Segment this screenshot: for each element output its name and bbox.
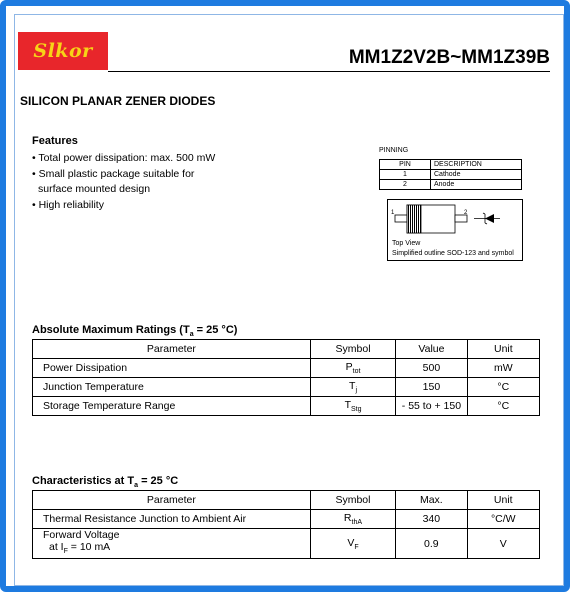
- parameter-cell: Thermal Resistance Junction to Ambient Air: [33, 510, 311, 529]
- pin-header: PIN: [380, 160, 431, 170]
- document-subtitle: SILICON PLANAR ZENER DIODES: [20, 94, 216, 108]
- value-cell: 340: [396, 510, 467, 529]
- table-row: [33, 359, 540, 378]
- feature-item: surface mounted design: [38, 183, 151, 195]
- characteristics-table: [32, 490, 540, 559]
- parameter-cell: Storage Temperature Range: [33, 397, 311, 416]
- symbol-cell: $T_j$: [310, 378, 395, 397]
- features-list: [32, 151, 215, 213]
- part-range-title: MM1Z2V2B~MM1Z39B: [348, 47, 550, 68]
- pin-number: 2: [380, 180, 431, 190]
- logo-text: Slkor: [33, 40, 93, 62]
- column-header: Symbol: [310, 491, 395, 510]
- symbol-cell: $R_{thA}$: [310, 510, 395, 529]
- pinning-row: [380, 180, 522, 190]
- abs-max-table: [32, 339, 540, 416]
- symbol-cell: $T_{Stg}$: [310, 397, 395, 416]
- pin-number: 1: [380, 170, 431, 180]
- sod123-outline-svg: [388, 200, 522, 240]
- zener-diode-symbol-icon: [474, 213, 500, 224]
- parameter-cell: Forward Voltage at $I_F = 10$ mA: [33, 529, 311, 559]
- symbol-cell: $P_{tot}$: [310, 359, 395, 378]
- diagram-caption-view: Top View: [392, 240, 421, 247]
- table-row: [33, 510, 540, 529]
- column-header: Parameter: [33, 491, 311, 510]
- table-header-row: [33, 340, 540, 359]
- pinning-table: [379, 159, 522, 190]
- pin1-label: 1: [391, 210, 395, 216]
- value-cell: 0.9: [396, 529, 467, 559]
- diagram-caption-outline: Simplified outline SOD-123 and symbol: [392, 250, 514, 257]
- feature-item: • Small plastic package suitable for: [32, 167, 195, 180]
- pin1-lead: [395, 215, 407, 222]
- pin-description: Cathode: [431, 170, 522, 180]
- parameter-cell: Power Dissipation: [33, 359, 311, 378]
- unit-cell: mW: [467, 359, 539, 378]
- abs-max-heading: Absolute Maximum Ratings ($T_a = 25$ °C): [32, 324, 238, 339]
- column-header: Value: [396, 340, 467, 359]
- value-cell: - 55 to + 150: [396, 397, 467, 416]
- feature-item: • Total power dissipation: max. 500 mW: [32, 152, 216, 164]
- unit-cell: V: [467, 529, 539, 559]
- column-header: Parameter: [33, 340, 311, 359]
- table-row: [33, 529, 540, 559]
- parameter-cell: Junction Temperature: [33, 378, 311, 397]
- unit-cell: °C: [467, 378, 539, 397]
- symbol-cell: $V_F$: [310, 529, 395, 559]
- column-header: Max.: [396, 491, 467, 510]
- description-header: DESCRIPTION: [431, 160, 522, 170]
- feature-item: • High reliability: [32, 198, 104, 211]
- table-row: [33, 378, 540, 397]
- table-row: [33, 397, 540, 416]
- features-heading: Features: [32, 135, 78, 147]
- pin2-label: 2: [464, 210, 468, 216]
- pin-description: Anode: [431, 180, 522, 190]
- table-header-row: [33, 491, 540, 510]
- slkor-logo: [18, 32, 108, 70]
- column-header: Symbol: [310, 340, 395, 359]
- pinning-row: [380, 170, 522, 180]
- value-cell: 150: [396, 378, 467, 397]
- unit-cell: °C: [467, 397, 539, 416]
- pinning-header-row: [380, 160, 522, 170]
- characteristics-heading: Characteristics at $T_a = 25$ °C: [32, 475, 179, 490]
- header-rule: [108, 71, 550, 72]
- package-outline-diagram: [387, 199, 523, 261]
- column-header: Unit: [467, 340, 539, 359]
- pinning-label: PINNING: [379, 147, 409, 154]
- value-cell: 500: [396, 359, 467, 378]
- cathode-band: [407, 205, 421, 233]
- column-header: Unit: [467, 491, 539, 510]
- pin2-lead: [455, 215, 467, 222]
- unit-cell: °C/W: [467, 510, 539, 529]
